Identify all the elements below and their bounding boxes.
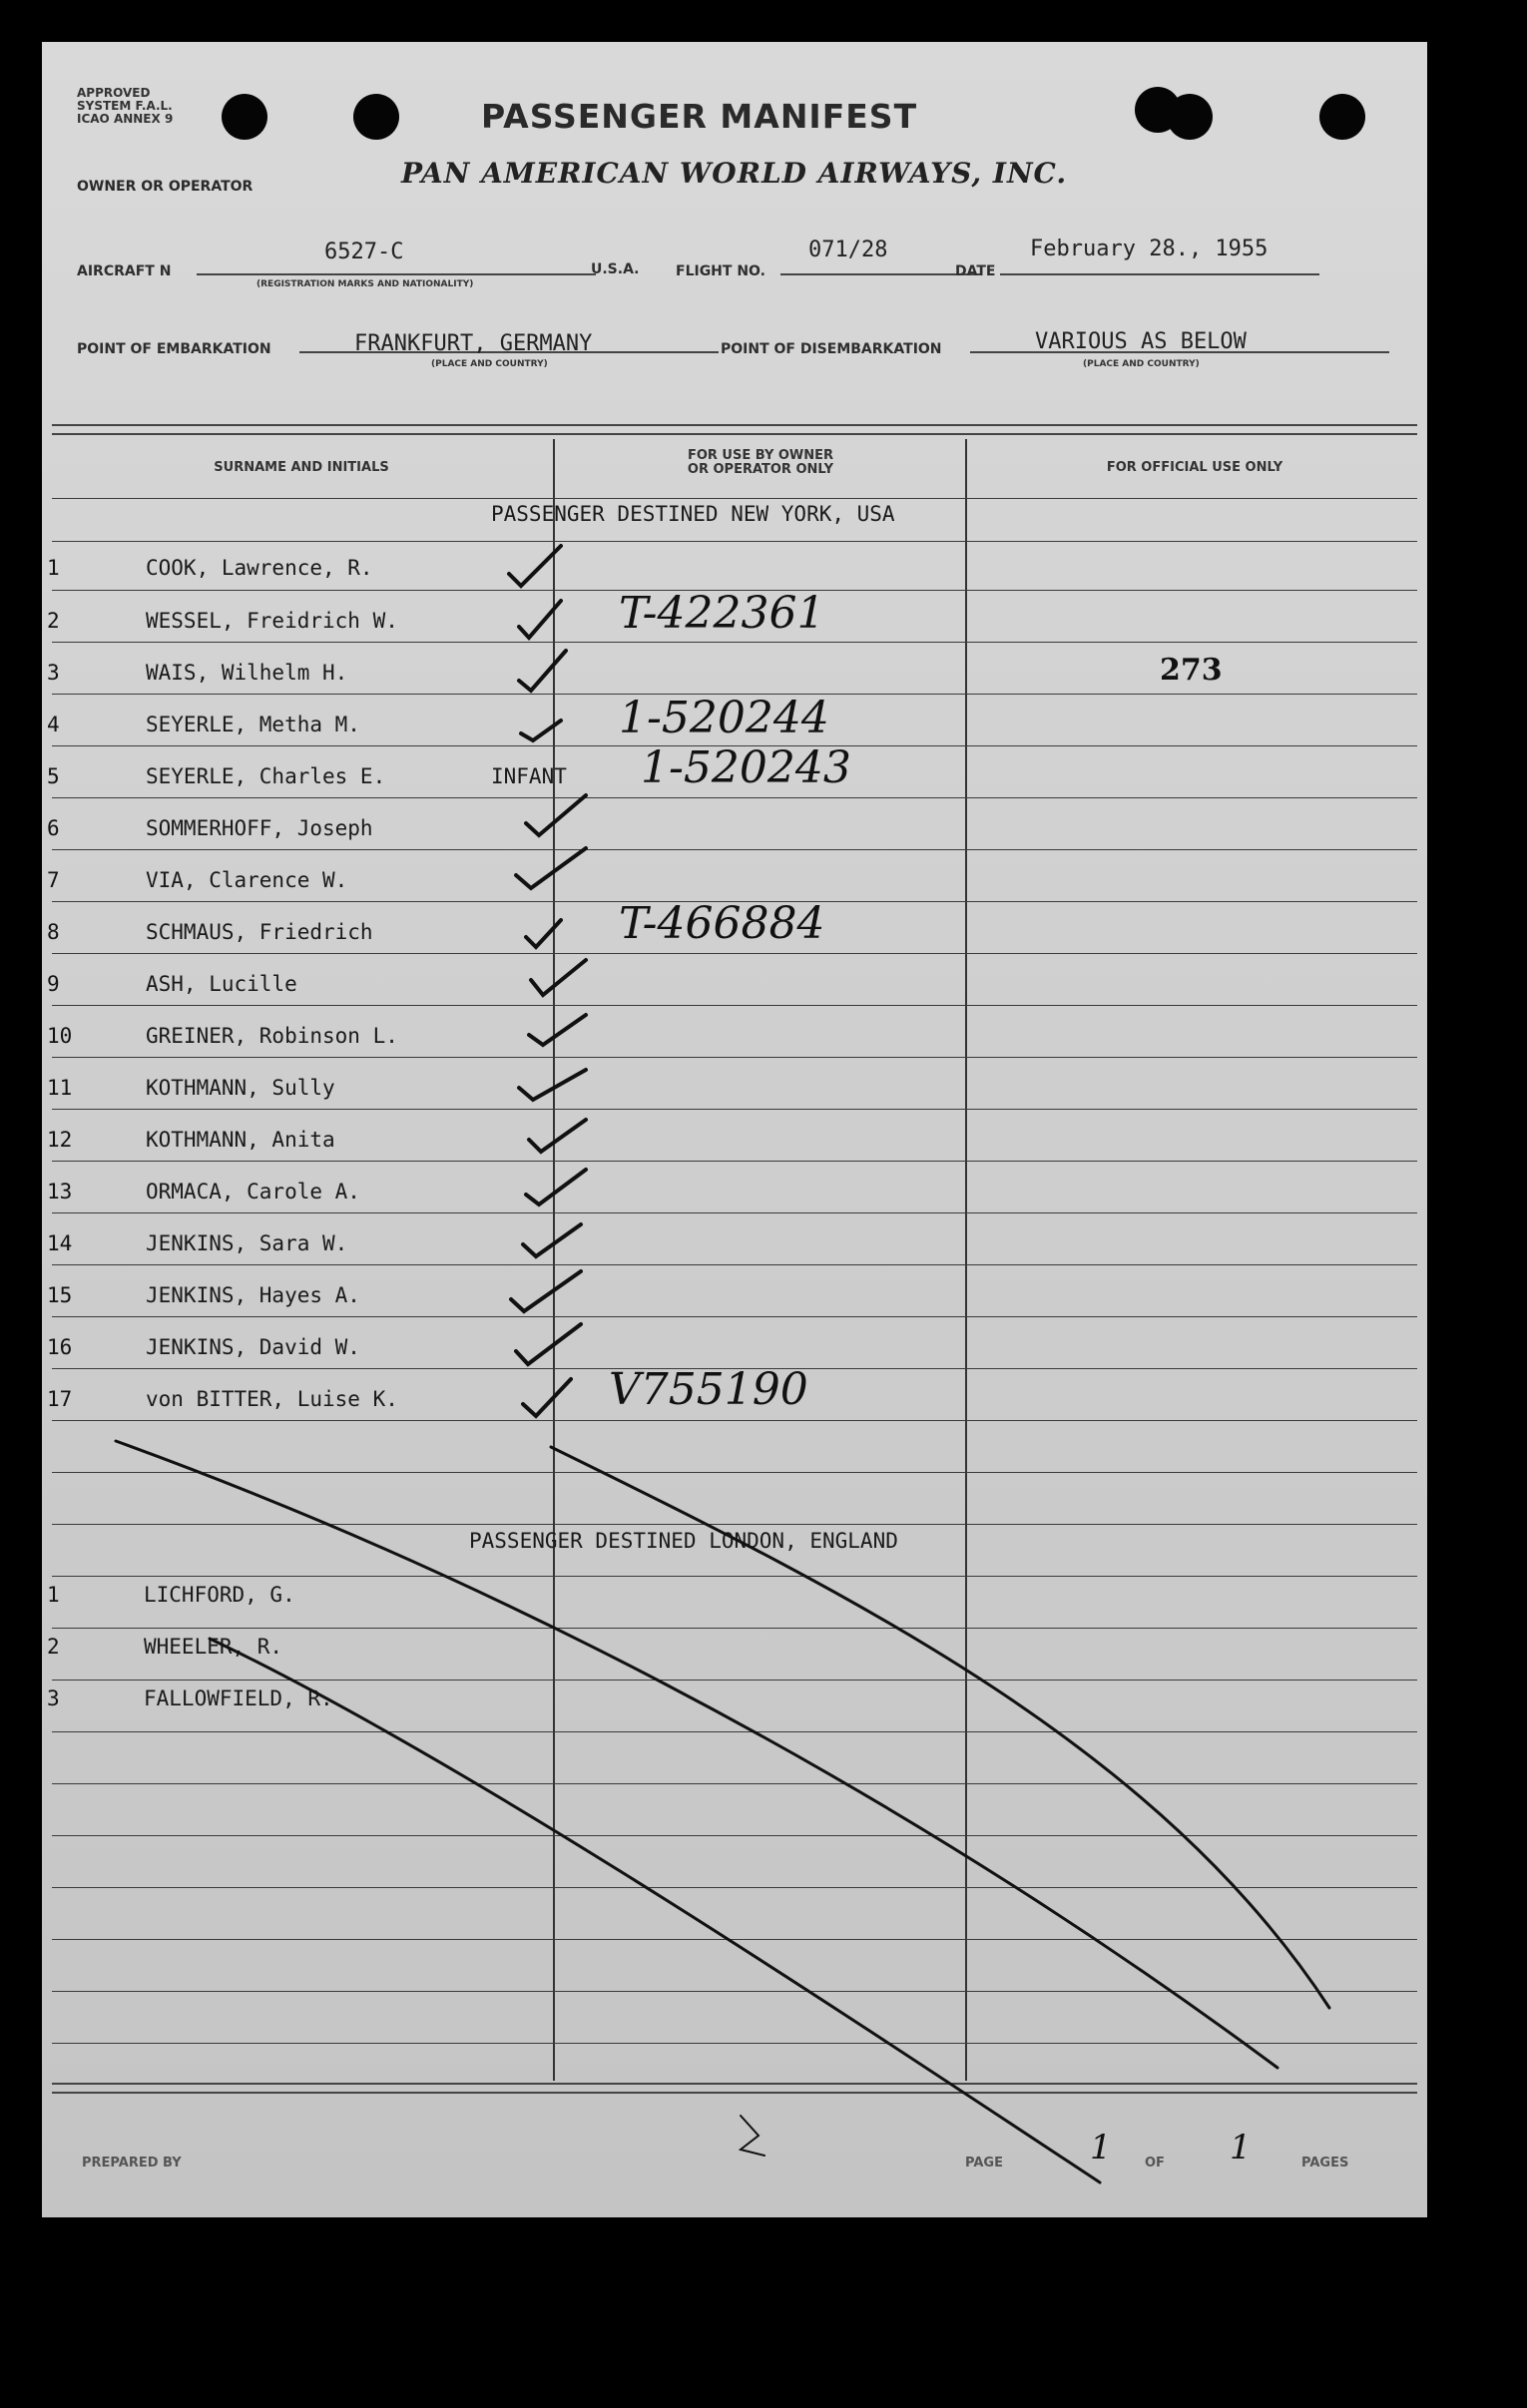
check-mark [519, 601, 561, 638]
row-number: 16 [47, 1335, 73, 1359]
infant-note: INFANT [491, 764, 567, 788]
row-number: 17 [47, 1387, 73, 1411]
check-mark [511, 1271, 581, 1311]
disembark-label: POINT OF DISEMBARKATION [721, 341, 942, 357]
passenger-name: KOTHMANN, Anita [146, 1128, 335, 1152]
section-heading-london: PASSENGER DESTINED LONDON, ENGLAND [469, 1529, 898, 1553]
passenger-name: FALLOWFIELD, R. [144, 1686, 333, 1710]
row-number: 2 [47, 609, 60, 633]
row-number: 15 [47, 1283, 73, 1307]
prepared-by-label: PREPARED BY [82, 2156, 182, 2170]
usa-label: U.S.A. [591, 261, 640, 277]
manifest-sheet [42, 42, 1427, 2217]
strike-line [116, 1441, 1277, 2068]
flight-value: 071/28 [808, 238, 888, 262]
row-number: 14 [47, 1231, 73, 1255]
strike-line [551, 1447, 1329, 2008]
column-header-surname: SURNAME AND INITIALS [214, 460, 389, 475]
page-total-value: 1 [1230, 2128, 1252, 2167]
passenger-name: WAIS, Wilhelm H. [146, 661, 348, 685]
embark-sublabel: (PLACE AND COUNTRY) [431, 359, 548, 369]
handwritten-doc-number: T-466884 [619, 898, 825, 949]
passenger-name: JENKINS, David W. [146, 1335, 360, 1359]
disembark-value: VARIOUS AS BELOW [1035, 329, 1247, 354]
check-mark [521, 721, 561, 740]
row-number: 12 [47, 1128, 73, 1152]
check-mark [531, 960, 586, 995]
row-number: 4 [47, 713, 60, 736]
check-mark [529, 1015, 586, 1045]
handwritten-doc-number: 1-520243 [641, 742, 851, 793]
check-mark [523, 1379, 571, 1416]
page-label: PAGE [965, 2156, 1003, 2170]
row-number: 9 [47, 972, 60, 996]
check-mark [516, 848, 586, 888]
row-number: 13 [47, 1180, 73, 1204]
strike-line [210, 1639, 1100, 2182]
passenger-name: JENKINS, Sara W. [146, 1231, 348, 1255]
pages-label: PAGES [1301, 2156, 1349, 2170]
owner-label: OWNER OR OPERATOR [77, 179, 254, 195]
row-number: 5 [47, 764, 60, 788]
check-mark [509, 546, 561, 586]
page-title: PASSENGER MANIFEST [481, 97, 918, 136]
check-mark [519, 651, 566, 691]
aircraft-label: AIRCRAFT N [77, 263, 172, 279]
passenger-name: WHEELER, R. [144, 1635, 283, 1659]
company-name: PAN AMERICAN WORLD AIRWAYS, INC. [401, 157, 1068, 190]
row-number: 2 [47, 1635, 60, 1659]
aircraft-sublabel: (REGISTRATION MARKS AND NATIONALITY) [256, 279, 474, 289]
section-heading-new-york: PASSENGER DESTINED NEW YORK, USA [491, 502, 895, 526]
row-number: 10 [47, 1024, 73, 1048]
column-header-owner-use-1: FOR USE BY OWNER [687, 448, 834, 463]
check-mark [516, 1324, 581, 1364]
row-number: 6 [47, 816, 60, 840]
disembark-sublabel: (PLACE AND COUNTRY) [1083, 359, 1200, 369]
handwriting-overlay [42, 42, 1427, 2217]
handwritten-doc-number: T-422361 [619, 588, 825, 639]
passenger-name: COOK, Lawrence, R. [146, 556, 373, 580]
date-label: DATE [955, 263, 996, 279]
embark-value: FRANKFURT, GERMANY [354, 331, 593, 356]
date-value: February 28., 1955 [1030, 237, 1269, 261]
passenger-name: ORMACA, Carole A. [146, 1180, 360, 1204]
row-number: 3 [47, 1686, 60, 1710]
passenger-name: GREINER, Robinson L. [146, 1024, 398, 1048]
handwritten-doc-number: V755190 [609, 1364, 808, 1415]
passenger-name: VIA, Clarence W. [146, 868, 348, 892]
row-number: 3 [47, 661, 60, 685]
page-number-value: 1 [1090, 2128, 1112, 2167]
passenger-name: ASH, Lucille [146, 972, 297, 996]
of-label: OF [1145, 2156, 1165, 2170]
aircraft-value: 6527-C [324, 240, 404, 264]
initials-mark [741, 2116, 764, 2156]
passenger-name: JENKINS, Hayes A. [146, 1283, 360, 1307]
passenger-name: SCHMAUS, Friedrich [146, 920, 373, 944]
passenger-name: LICHFORD, G. [144, 1583, 295, 1607]
check-mark [526, 920, 561, 947]
column-header-owner-use-2: OR OPERATOR ONLY [687, 462, 834, 477]
approval-stamp: APPROVED SYSTEM F.A.L. ICAO ANNEX 9 [77, 86, 174, 126]
handwritten-doc-number: 1-520244 [619, 693, 829, 743]
check-mark [519, 1070, 586, 1100]
passenger-name: SEYERLE, Metha M. [146, 713, 360, 736]
official-use-number: 273 [1160, 653, 1223, 688]
row-number: 1 [47, 556, 60, 580]
check-mark [526, 1170, 586, 1204]
passenger-name: SOMMERHOFF, Joseph [146, 816, 373, 840]
embark-label: POINT OF EMBARKATION [77, 341, 271, 357]
column-header-official: FOR OFFICIAL USE ONLY [1106, 460, 1283, 475]
passenger-name: WESSEL, Freidrich W. [146, 609, 398, 633]
passenger-name: SEYERLE, Charles E. [146, 764, 386, 788]
passenger-name: von BITTER, Luise K. [146, 1387, 398, 1411]
row-number: 8 [47, 920, 60, 944]
check-mark [529, 1120, 586, 1152]
check-mark [526, 795, 586, 835]
flight-label: FLIGHT NO. [676, 263, 765, 279]
row-number: 7 [47, 868, 60, 892]
row-number: 1 [47, 1583, 60, 1607]
check-mark [523, 1224, 581, 1256]
passenger-name: KOTHMANN, Sully [146, 1076, 335, 1100]
row-number: 11 [47, 1076, 73, 1100]
